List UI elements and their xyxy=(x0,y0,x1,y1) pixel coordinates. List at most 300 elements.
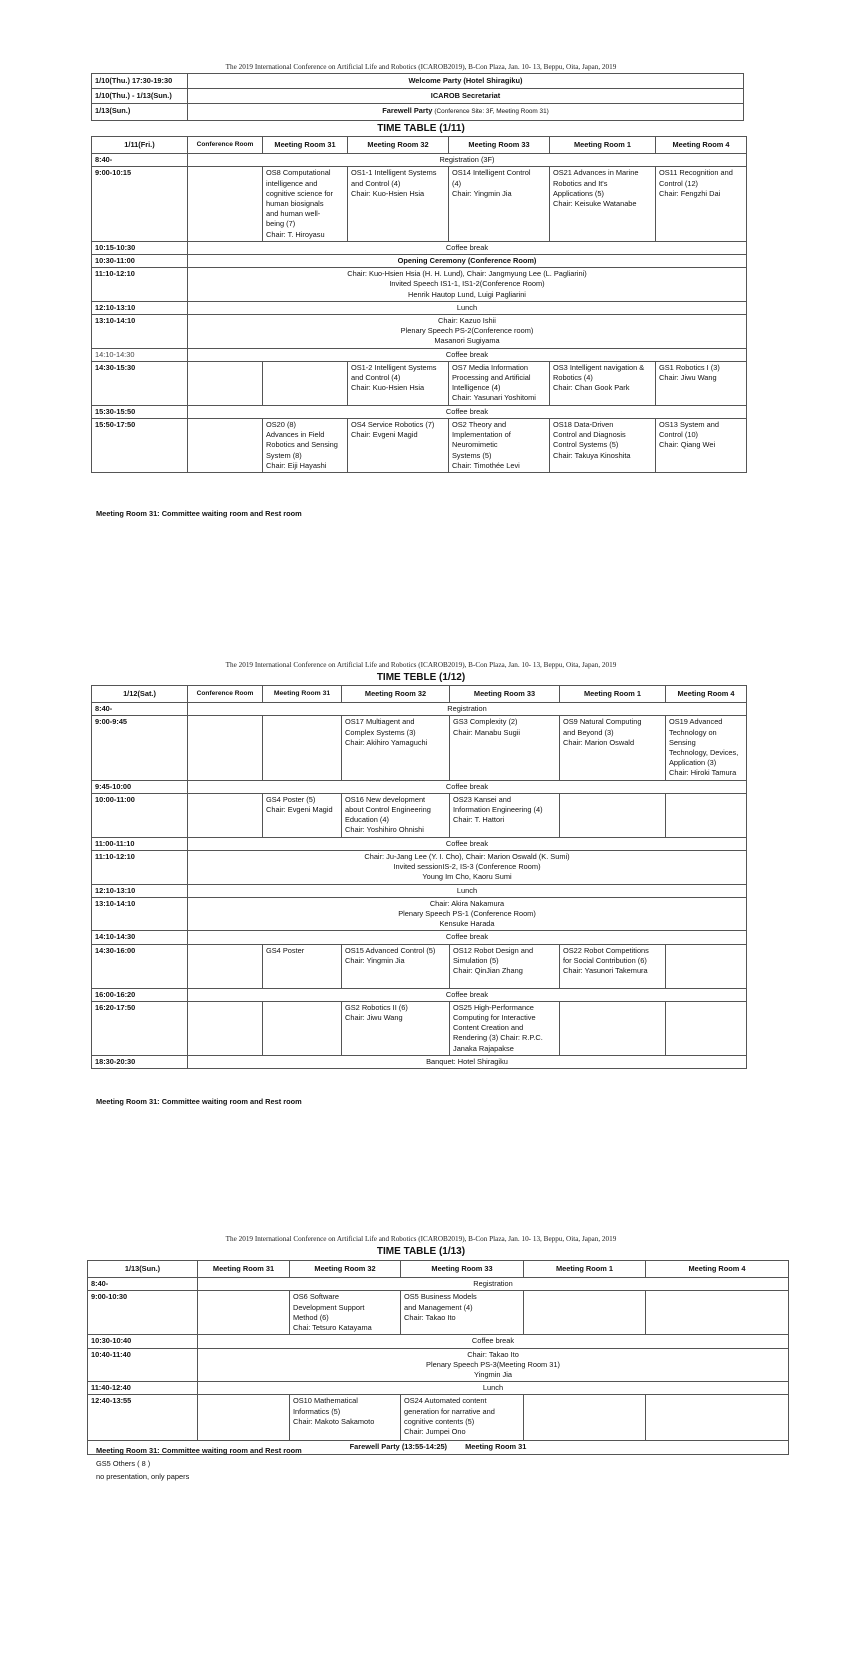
col-header: Conference Room xyxy=(188,686,263,703)
cell-line: Chair: Kuo-Hsien Hsia (H. H. Lund), Chair: Jangmyung Lee (L. Pagliarini) xyxy=(347,269,587,279)
cell-line: Chai: Tetsuro Katayama xyxy=(293,1323,372,1333)
cell-line: Implementation of xyxy=(452,430,511,440)
cell-line: Robotics (4) xyxy=(553,373,593,383)
cell-line: OS25 High-Performance xyxy=(453,1002,534,1012)
cell-line: OS4 Service Robotics (7) xyxy=(351,420,435,430)
session-cell xyxy=(188,167,263,241)
cell-line: and Management (4) xyxy=(404,1302,473,1312)
span-cell xyxy=(198,1348,789,1382)
table-row xyxy=(92,301,747,314)
table-row xyxy=(92,315,747,349)
session-cell xyxy=(263,167,348,241)
cell-line: OS7 Media Information xyxy=(452,362,528,372)
cell-line: Complex Systems (3) xyxy=(345,727,416,737)
col-header: Meeting Room 32 xyxy=(348,137,449,154)
session-cell xyxy=(449,361,550,405)
cell-line: Chair: Timothée Levi xyxy=(452,460,520,470)
cell-line: Kensuke Harada xyxy=(439,919,495,929)
cell-line: about Control Engineering xyxy=(345,805,431,815)
cell-line: for Social Contribution (6) xyxy=(563,955,647,965)
cell-line: Chair: QinJian Zhang xyxy=(453,966,523,976)
session-cell xyxy=(450,716,560,780)
footnote: GS5 Others ( 8 ) xyxy=(96,1459,151,1468)
time-cell: 15:50-17:50 xyxy=(92,419,188,473)
table-row xyxy=(92,851,747,885)
time-cell: 14:30-15:30 xyxy=(92,361,188,405)
cell-line: Control Systems (5) xyxy=(553,440,619,450)
session-cell xyxy=(348,167,449,241)
cell-line: Chair: Jumpei Ono xyxy=(404,1427,466,1437)
session-cell xyxy=(666,793,747,837)
session-cell xyxy=(290,1291,401,1335)
time-cell: 10:30-10:40 xyxy=(88,1335,198,1348)
cell-line: and Control (4) xyxy=(351,373,401,383)
session-cell xyxy=(198,1395,290,1441)
cell-line: Plenary Speech PS-1 (Conference Room) xyxy=(398,909,536,919)
col-header: Meeting Room 33 xyxy=(401,1261,524,1278)
timetable-day3 xyxy=(87,1260,789,1455)
session-cell xyxy=(550,167,656,241)
col-header: Meeting Room 1 xyxy=(560,686,666,703)
table-row xyxy=(92,241,747,254)
time-cell: 10:40-11:40 xyxy=(88,1348,198,1382)
cell-line: and Beyond (3) xyxy=(563,727,614,737)
event-when: 1/13(Sun.) xyxy=(92,104,188,120)
table-row xyxy=(92,897,747,931)
span-cell: Registration xyxy=(188,703,747,716)
cell-line: OS6 Software xyxy=(293,1292,340,1302)
col-header: 1/11(Fri.) xyxy=(92,137,188,154)
footnote: Meeting Room 31: Committee waiting room and Rest room xyxy=(96,1446,302,1455)
span-cell xyxy=(188,315,747,349)
table-row xyxy=(92,255,747,268)
cell-line: OS1-1 Intelligent Systems xyxy=(351,168,437,178)
cell-line: Development Support xyxy=(293,1302,365,1312)
cell-line: cognitive science for xyxy=(266,188,333,198)
session-cell xyxy=(188,793,263,837)
timetable-day2 xyxy=(91,685,747,1069)
timetable-day1 xyxy=(91,136,747,473)
cell-line: Chair: Jiwu Wang xyxy=(345,1013,403,1023)
time-cell: 10:15-10:30 xyxy=(92,241,188,254)
cell-line: GS4 Poster (5) xyxy=(266,794,316,804)
session-cell xyxy=(450,944,560,988)
cell-line: OS14 Intelligent Control xyxy=(452,168,531,178)
event-what: ICAROB Secretariat xyxy=(188,89,744,104)
session-cell xyxy=(263,361,348,405)
cell-line: System (8) xyxy=(266,450,302,460)
cell-line: OS20 (8) xyxy=(266,420,296,430)
span-cell: Coffee break xyxy=(188,931,747,944)
cell-line: Robotics and It's xyxy=(553,178,608,188)
cell-line: Advances in Field xyxy=(266,430,325,440)
col-header: Meeting Room 32 xyxy=(342,686,450,703)
col-header: Meeting Room 1 xyxy=(524,1261,646,1278)
span-cell: Banquet: Hotel Shiragiku xyxy=(188,1055,747,1068)
cell-line: cognitive contents (5) xyxy=(404,1416,475,1426)
cell-line: Informatics (5) xyxy=(293,1406,341,1416)
time-cell: 12:10-13:10 xyxy=(92,884,188,897)
session-cell xyxy=(646,1395,789,1441)
session-cell xyxy=(263,1001,342,1055)
span-cell: Registration (3F) xyxy=(188,154,747,167)
table-row xyxy=(92,89,744,104)
session-cell xyxy=(263,419,348,473)
cell-line: OS23 Kansei and xyxy=(453,794,511,804)
cell-line: Chair: Fengzhi Dai xyxy=(659,188,721,198)
session-cell xyxy=(342,1001,450,1055)
span-cell: Coffee break xyxy=(188,780,747,793)
session-cell xyxy=(560,716,666,780)
table-row xyxy=(92,1055,747,1068)
table-row xyxy=(92,268,747,302)
session-cell xyxy=(656,419,747,473)
time-cell: 9:00-10:15 xyxy=(92,167,188,241)
time-cell: 15:30-15:50 xyxy=(92,405,188,418)
cell-line: intelligence and xyxy=(266,178,318,188)
cell-line: Chair: Chan Gook Park xyxy=(553,383,630,393)
time-cell: 9:00-9:45 xyxy=(92,716,188,780)
cell-line: Janaka Rajapakse xyxy=(453,1043,514,1053)
table-row xyxy=(92,780,747,793)
span-cell xyxy=(188,851,747,885)
span-cell: Coffee break xyxy=(188,348,747,361)
cell-line: Invited sessionIS-2, IS-3 (Conference Room) xyxy=(393,862,541,872)
session-cell xyxy=(560,1001,666,1055)
session-cell xyxy=(188,944,263,988)
session-cell xyxy=(348,361,449,405)
event-what: Farewell Party xyxy=(382,106,433,116)
span-cell: Coffee break xyxy=(198,1335,789,1348)
cell-line: Chair: Manabu Sugii xyxy=(453,727,520,737)
cell-line: Chair: Kuo-Hsien Hsia xyxy=(351,383,425,393)
cell-line: Chair: T. Hiroyasu xyxy=(266,229,325,239)
table-row xyxy=(92,703,747,716)
time-cell: 14:10-14:30 xyxy=(92,931,188,944)
event-when: 1/10(Thu.) 17:30-19:30 xyxy=(92,74,188,89)
table-row xyxy=(92,419,747,473)
col-header: Meeting Room 4 xyxy=(656,137,747,154)
span-cell xyxy=(188,897,747,931)
session-cell xyxy=(348,419,449,473)
col-header: Conference Room xyxy=(188,137,263,154)
cell-line: OS19 Advanced xyxy=(669,717,723,727)
time-cell: 16:20-17:50 xyxy=(92,1001,188,1055)
cell-line: OS13 System and xyxy=(659,420,719,430)
cell-line: human biosignals xyxy=(266,199,324,209)
session-cell xyxy=(550,361,656,405)
farewell-room: Meeting Room 31 xyxy=(465,1442,527,1452)
cell-line: OS9 Natural Computing xyxy=(563,717,642,727)
table-row xyxy=(92,154,747,167)
cell-line: being (7) xyxy=(266,219,296,229)
cell-line: and Control (4) xyxy=(351,178,401,188)
cell-line: Yingmin Jia xyxy=(474,1370,512,1380)
cell-line: Chair: T. Hattori xyxy=(453,815,505,825)
cell-line: GS1 Robotics I (3) xyxy=(659,362,720,372)
top-events-table xyxy=(91,73,744,121)
cell-line: Chair: Takuya Kinoshita xyxy=(553,450,631,460)
cell-line: Application (3) xyxy=(669,758,717,768)
cell-line: Simulation (5) xyxy=(453,955,499,965)
table-row xyxy=(92,405,747,418)
cell-line: OS18 Data-Driven xyxy=(553,420,614,430)
header-row xyxy=(88,1261,789,1278)
cell-line: Chair: Takao Ito xyxy=(404,1312,456,1322)
cell-line: OS2 Theory and xyxy=(452,420,507,430)
cell-line: Chair: Qiang Wei xyxy=(659,440,716,450)
farewell-text: Farewell Party (13:55-14:25) xyxy=(349,1442,448,1452)
cell-line: Information Engineering (4) xyxy=(453,805,543,815)
cell-line: OS16 New development xyxy=(345,794,426,804)
table-row xyxy=(92,167,747,241)
cell-line: Neuromimetic xyxy=(452,440,498,450)
col-header: Meeting Room 32 xyxy=(290,1261,401,1278)
span-cell: Lunch xyxy=(188,884,747,897)
event-what-detail: (Conference Site: 3F, Meeting Room 31) xyxy=(434,108,549,116)
table-row xyxy=(92,74,744,89)
cell-line: Content Creation and xyxy=(453,1023,524,1033)
table-row xyxy=(92,1001,747,1055)
cell-line: Applications (5) xyxy=(553,188,604,198)
cell-line: Chair: Ju-Jang Lee (Y. I. Cho), Chair: Marion Oswald (K. Sumi) xyxy=(364,852,570,862)
header-row xyxy=(92,137,747,154)
span-cell: Registration xyxy=(198,1278,789,1291)
time-cell: 11:10-12:10 xyxy=(92,851,188,885)
cell-line: OS22 Robot Competitions xyxy=(563,945,649,955)
header-row xyxy=(92,686,747,703)
col-header: Meeting Room 33 xyxy=(449,137,550,154)
event-what: Welcome Party (Hotel Shiragiku) xyxy=(188,74,744,89)
col-header: Meeting Room 33 xyxy=(450,686,560,703)
span-cell: Lunch xyxy=(188,301,747,314)
table-row xyxy=(92,348,747,361)
session-cell xyxy=(560,793,666,837)
session-cell xyxy=(263,944,342,988)
time-cell: 8:40- xyxy=(92,703,188,716)
cell-line: Chair: Akira Nakamura xyxy=(429,898,505,908)
col-header: Meeting Room 4 xyxy=(666,686,747,703)
cell-line: OS12 Robot Design and xyxy=(453,945,534,955)
session-cell xyxy=(342,944,450,988)
table-row xyxy=(92,944,747,988)
time-cell: 18:30-20:30 xyxy=(92,1055,188,1068)
table-row xyxy=(92,931,747,944)
cell-line: Chair: Yingmin Jia xyxy=(345,955,405,965)
session-cell xyxy=(666,944,747,988)
cell-line: Computing for Interactive xyxy=(453,1013,536,1023)
table-row xyxy=(92,837,747,850)
cell-line: Chair: Yoshihiro Ohnishi xyxy=(345,825,424,835)
cell-line: GS2 Robotics II (6) xyxy=(345,1002,408,1012)
cell-line: Robotics and Sensing xyxy=(266,440,338,450)
session-cell xyxy=(188,361,263,405)
table-row xyxy=(88,1382,789,1395)
timetable-title-day2: TIME TEBLE (1/12) xyxy=(376,672,466,683)
session-cell xyxy=(560,944,666,988)
footnote: Meeting Room 31: Committee waiting room and Rest room xyxy=(96,1097,302,1106)
table-row xyxy=(92,104,744,120)
cell-line: Chair: Eiji Hayashi xyxy=(266,460,327,470)
span-cell: Lunch xyxy=(198,1382,789,1395)
table-row xyxy=(92,884,747,897)
span-cell: Opening Ceremony (Conference Room) xyxy=(188,255,747,268)
table-row xyxy=(92,988,747,1001)
session-cell xyxy=(524,1291,646,1335)
table-row xyxy=(92,716,747,780)
cell-line: Control and Diagnosis xyxy=(553,430,626,440)
time-cell: 9:45-10:00 xyxy=(92,780,188,793)
col-header: 1/13(Sun.) xyxy=(88,1261,198,1278)
time-cell: 11:00-11:10 xyxy=(92,837,188,850)
cell-line: Chair: Kazuo Ishii xyxy=(438,316,496,326)
session-cell xyxy=(550,419,656,473)
cell-line: Chair: Yasunari Yoshitomi xyxy=(452,393,536,403)
time-cell: 11:10-12:10 xyxy=(92,268,188,302)
time-cell: 14:30-16:00 xyxy=(92,944,188,988)
session-cell xyxy=(450,793,560,837)
time-cell: 16:00-16:20 xyxy=(92,988,188,1001)
table-row xyxy=(92,361,747,405)
table-row xyxy=(88,1395,789,1441)
time-cell: 11:40-12:40 xyxy=(88,1382,198,1395)
cell-line: Chair: Yingmin Jia xyxy=(452,188,512,198)
cell-line: Chair: Hiroki Tamura xyxy=(669,768,737,778)
conference-title: The 2019 International Conference on Artificial Life and Robotics (ICAROB2019), B-Con Plaza, Jan. 10- 13, Beppu, Oita, Japan, 2019 xyxy=(225,661,617,669)
cell-line: Control (10) xyxy=(659,430,699,440)
time-cell: 8:40- xyxy=(88,1278,198,1291)
session-cell xyxy=(342,793,450,837)
time-cell: 8:40- xyxy=(92,154,188,167)
event-when: 1/10(Thu.) - 1/13(Sun.) xyxy=(92,89,188,104)
cell-line: Chair: Takao Ito xyxy=(467,1349,519,1359)
timetable-title-day1: TIME TABLE (1/11) xyxy=(377,123,465,134)
span-cell: Coffee break xyxy=(188,405,747,418)
session-cell xyxy=(188,716,263,780)
cell-line: Plenary Speech PS-2(Conference room) xyxy=(400,326,534,336)
session-cell xyxy=(198,1291,290,1335)
col-header: Meeting Room 4 xyxy=(646,1261,789,1278)
time-cell: 13:10-14:10 xyxy=(92,897,188,931)
cell-line: OS10 Mathematical xyxy=(293,1396,358,1406)
cell-line: OS1-2 Intelligent Systems xyxy=(351,362,437,372)
cell-line: Processing and Artificial xyxy=(452,373,531,383)
session-cell xyxy=(342,716,450,780)
session-cell xyxy=(263,793,342,837)
cell-line: Chair: Keisuke Watanabe xyxy=(553,199,637,209)
cell-line: Young Im Cho, Kaoru Sumi xyxy=(422,872,512,882)
conference-title: The 2019 International Conference on Artificial Life and Robotics (ICAROB2019), B-Con Plaza, Jan. 10- 13, Beppu, Oita, Japan, 2019 xyxy=(225,1235,617,1243)
session-cell xyxy=(449,419,550,473)
cell-line: Plenary Speech PS-3(Meeting Room 31) xyxy=(426,1359,560,1369)
session-cell xyxy=(401,1395,524,1441)
table-row xyxy=(88,1278,789,1291)
span-cell: Coffee break xyxy=(188,241,747,254)
col-header: Meeting Room 31 xyxy=(198,1261,290,1278)
cell-line: OS17 Multiagent and xyxy=(345,717,415,727)
cell-line: Education (4) xyxy=(345,815,389,825)
cell-line: OS15 Advanced Control (5) xyxy=(345,945,436,955)
span-cell: Coffee break xyxy=(188,988,747,1001)
session-cell xyxy=(188,419,263,473)
cell-line: Chair: Kuo-Hsien Hsia xyxy=(351,188,425,198)
time-cell: 13:10-14:10 xyxy=(92,315,188,349)
cell-line: OS21 Advances in Marine xyxy=(553,168,639,178)
time-cell: 10:30-11:00 xyxy=(92,255,188,268)
col-header: Meeting Room 31 xyxy=(263,137,348,154)
table-row xyxy=(88,1335,789,1348)
cell-line: OS3 Intelligent navigation & xyxy=(553,362,645,372)
session-cell xyxy=(290,1395,401,1441)
cell-line: Chair: Jiwu Wang xyxy=(659,373,717,383)
session-cell xyxy=(450,1001,560,1055)
cell-line: Technology, Devices, xyxy=(669,748,739,758)
col-header: Meeting Room 31 xyxy=(263,686,342,703)
footnote: no presentation, only papers xyxy=(96,1472,190,1481)
cell-line: Technology on Sensing xyxy=(669,727,717,747)
time-cell: 12:40-13:55 xyxy=(88,1395,198,1441)
col-header: Meeting Room 1 xyxy=(550,137,656,154)
time-cell: 12:10-13:10 xyxy=(92,301,188,314)
cell-line: Chair: Evgeni Magid xyxy=(266,805,333,815)
cell-line: (4) xyxy=(452,178,462,188)
session-cell xyxy=(401,1291,524,1335)
event-what-cell xyxy=(188,104,744,120)
session-cell xyxy=(656,361,747,405)
timetable-title-day3: TIME TABLE (1/13) xyxy=(376,1246,466,1257)
time-cell: 10:00-11:00 xyxy=(92,793,188,837)
cell-line: Method (6) xyxy=(293,1312,329,1322)
cell-line: Chair: Akihiro Yamaguchi xyxy=(345,737,428,747)
session-cell xyxy=(656,167,747,241)
cell-line: Chair: Yasunori Takemura xyxy=(563,966,648,976)
session-cell xyxy=(263,716,342,780)
cell-line: Chair: Evgeni Magid xyxy=(351,430,418,440)
cell-line: Chair: Makoto Sakamoto xyxy=(293,1416,375,1426)
cell-line: OS24 Automated content xyxy=(404,1396,487,1406)
table-row xyxy=(88,1348,789,1382)
cell-line: OS8 Computational xyxy=(266,168,331,178)
cell-line: and human well- xyxy=(266,209,321,219)
cell-line: Systems (5) xyxy=(452,450,492,460)
cell-line: Masanori Sugiyama xyxy=(434,336,500,346)
cell-line: Intelligence (4) xyxy=(452,383,501,393)
span-cell: Coffee break xyxy=(188,837,747,850)
footnote: Meeting Room 31: Committee waiting room and Rest room xyxy=(96,509,302,518)
cell-line: Rendering (3) Chair: R.P.C. xyxy=(453,1033,543,1043)
session-cell xyxy=(188,1001,263,1055)
time-cell: 9:00-10:30 xyxy=(88,1291,198,1335)
cell-line: generation for narrative and xyxy=(404,1406,495,1416)
session-cell xyxy=(449,167,550,241)
conference-title: The 2019 International Conference on Artificial Life and Robotics (ICAROB2019), B-Con Plaza, Jan. 10- 13, Beppu, Oita, Japan, 2019 xyxy=(225,63,617,71)
cell-line: OS11 Recognition and xyxy=(659,168,733,178)
col-header: 1/12(Sat.) xyxy=(92,686,188,703)
table-row xyxy=(88,1291,789,1335)
cell-line: OS5 Business Models xyxy=(404,1292,477,1302)
session-cell xyxy=(666,1001,747,1055)
cell-line: GS3 Complexity (2) xyxy=(453,717,518,727)
cell-line: Henrik Hautop Lund, Luigi Pagliarini xyxy=(408,289,526,299)
cell-line: GS4 Poster xyxy=(266,945,305,955)
session-cell xyxy=(666,716,747,780)
cell-line: Chair: Marion Oswald xyxy=(563,737,635,747)
table-row xyxy=(92,793,747,837)
session-cell xyxy=(646,1291,789,1335)
cell-line: Invited Speech IS1-1, IS1-2(Conference Room) xyxy=(389,279,545,289)
span-cell xyxy=(188,268,747,302)
time-cell: 14:10-14:30 xyxy=(92,348,188,361)
